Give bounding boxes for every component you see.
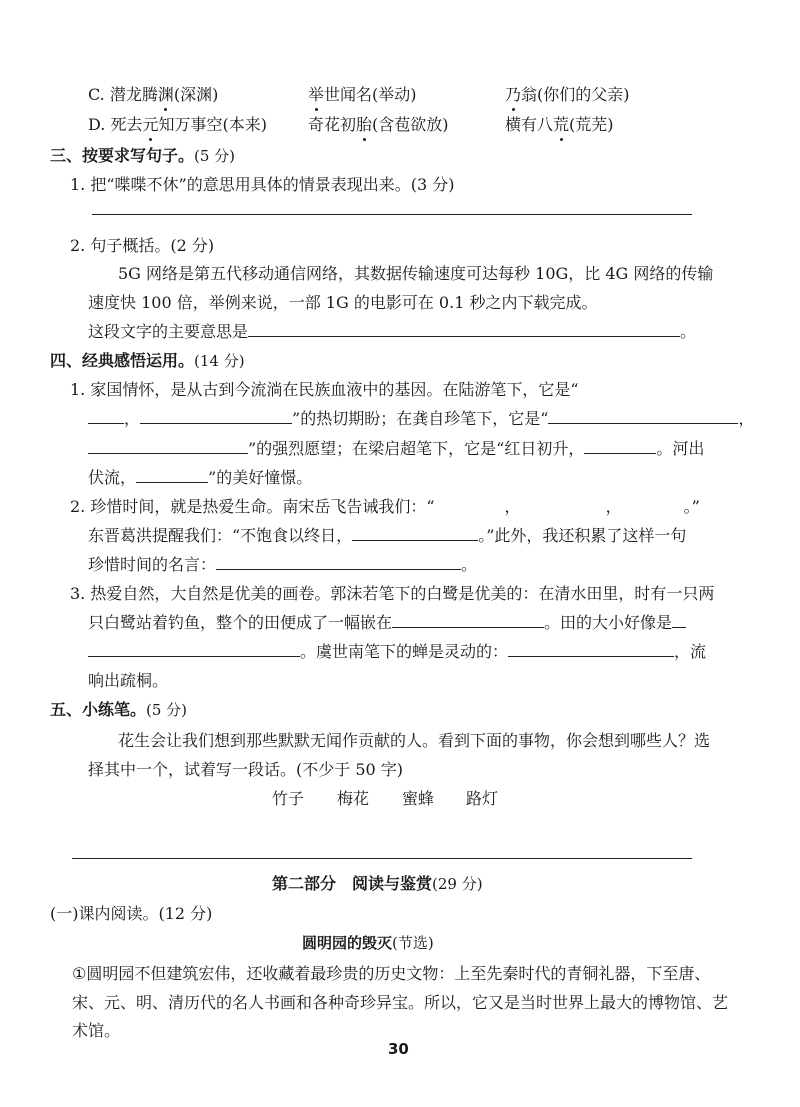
passage-line: 5G 网络是第五代移动通信网络，其数据传输速度可达每秒 10G，比 4G 网络的传输 — [118, 264, 714, 283]
text: 。”此外，我还积累了这样一句 — [478, 526, 687, 545]
passage-line: 速度快 100 倍，举例来说，一部 1G 的电影可在 0.1 秒之内下载完成。 — [88, 293, 598, 312]
question-4-3-line-4: 响出疏桐。 — [88, 671, 169, 690]
part-title: 第二部分 阅读与鉴赏 — [272, 874, 433, 893]
option-c-b-text: 世闻名(举动) — [324, 85, 417, 104]
option-c-a-dotted: 渊 — [158, 82, 174, 105]
choice-item: 蜜蜂 — [402, 789, 435, 808]
option-letter: C. — [88, 85, 110, 104]
text: ，流 — [674, 642, 707, 661]
option-d-b — [308, 112, 449, 135]
question-4-1-line-3 — [88, 436, 704, 459]
punct: 。” — [683, 497, 700, 516]
section-4-heading — [50, 348, 245, 371]
question-3-2: 2. 句子概括。(2 分) — [70, 236, 215, 255]
option-d-b-post: (含苞欲放) — [372, 115, 449, 134]
section-title: 五、小练笔。 — [50, 700, 147, 719]
punct: ， — [605, 497, 622, 516]
blank[interactable] — [548, 409, 738, 424]
choice-item: 竹子 — [272, 789, 305, 808]
option-d-row — [88, 112, 267, 135]
answer-end: 。 — [680, 322, 697, 341]
blank[interactable] — [672, 613, 686, 628]
section-score: (5 分) — [146, 701, 188, 719]
section-3-heading — [50, 143, 235, 166]
choice-item: 路灯 — [466, 789, 499, 808]
page-number: 30 — [388, 1040, 409, 1058]
blank[interactable] — [508, 642, 674, 657]
option-d-c-dotted: 荒 — [553, 112, 569, 135]
text: ”的美好憧憬。 — [208, 468, 313, 487]
punct: 。 — [461, 555, 478, 574]
option-c-c — [505, 82, 630, 105]
blank[interactable] — [88, 409, 124, 424]
text: 东晋葛洪提醒我们：“不饱食以终日， — [88, 526, 353, 545]
option-d-a-dotted: 元 — [142, 112, 158, 135]
text: ”的强烈愿望；在梁启超笔下，它是“红日初升， — [248, 439, 585, 458]
prompt-line: 择其中一个，试着写一段话。(不少于 50 字) — [88, 760, 404, 779]
article-title-row — [302, 932, 434, 953]
blank[interactable] — [136, 468, 208, 483]
option-c-b — [308, 82, 417, 105]
punct: ， — [124, 409, 141, 428]
subsection-heading: (一)课内阅读。(12 分) — [50, 904, 213, 923]
question-4-2-line-1 — [70, 494, 700, 517]
question-4-3-line-1: 3. 热爱自然，大自然是优美的画卷。郭沫若笔下的白鹭是优美的：在清水田里，时有一只两 — [70, 584, 715, 603]
blank[interactable] — [392, 613, 544, 628]
text: ”的热切期盼；在龚自珍笔下，它是“ — [292, 409, 549, 428]
blank[interactable] — [140, 409, 292, 424]
option-d-b-pre: 奇花初 — [308, 115, 357, 134]
option-d-b-dotted: 胎 — [356, 112, 372, 135]
article-paragraph-line: 宋、元、明、清历代的名人书画和各种奇珍异宝。所以，它又是当时世界上最大的博物馆、艺 — [72, 993, 729, 1012]
section-5-heading — [50, 697, 187, 720]
divider — [72, 858, 692, 859]
question-4-1-line-1: 1. 家国情怀，是从古到今流淌在民族血液中的基因。在陆游笔下，它是“ — [70, 380, 579, 399]
option-c-a-text: 潜龙腾 — [109, 85, 158, 104]
question-4-3-line-2 — [88, 610, 686, 633]
punct: ， — [738, 409, 755, 428]
option-d-c — [505, 112, 614, 135]
text: 珍惜时间的名言： — [88, 555, 217, 574]
blank[interactable] — [584, 439, 656, 454]
option-c-c-dotted: 乃 — [505, 82, 521, 105]
text: 。河出 — [656, 439, 705, 458]
text: 2. 珍惜时间，就是热爱生命。南宋岳飞告诫我们：“ — [70, 497, 435, 516]
option-d-c-post: (荒芜) — [569, 115, 614, 134]
question-3-1: 1. 把“喋喋不休”的意思用具体的情景表现出来。(3 分) — [70, 175, 455, 194]
answer-line[interactable] — [92, 214, 692, 215]
question-4-2-line-2 — [88, 523, 686, 546]
text: 。虞世南笔下的蝉是灵动的： — [300, 642, 509, 661]
text: 只白鹭站着钓鱼，整个的田便成了一幅嵌在 — [88, 613, 393, 632]
summary-answer-row — [88, 319, 696, 342]
option-c-b-dotted: 举 — [308, 82, 324, 105]
text: 。田的大小好像是 — [544, 613, 673, 632]
option-d-a-pre: 死去 — [110, 115, 143, 134]
section-title: 三、按要求写句子。 — [50, 146, 195, 165]
option-d-a-post: 知万事空(本来) — [158, 115, 267, 134]
blank[interactable] — [352, 526, 478, 541]
article-paragraph-line: ①圆明园不但建筑宏伟，还收藏着最珍贵的历史文物：上至先秦时代的青铜礼器，下至唐、 — [72, 964, 711, 983]
question-4-2-line-3 — [88, 552, 477, 575]
section-score: (14 分) — [194, 352, 245, 370]
prompt-line: 花生会让我们想到那些默默无闻作贡献的人。看到下面的事物，你会想到哪些人？选 — [118, 731, 711, 750]
blank[interactable] — [216, 555, 461, 570]
summary-answer-blank[interactable] — [248, 322, 680, 337]
punct: ， — [504, 497, 521, 516]
blank[interactable] — [88, 642, 300, 657]
option-c-c-text: 翁(你们的父亲) — [521, 85, 630, 104]
part-2-heading — [272, 871, 483, 894]
question-4-3-line-3 — [88, 639, 706, 662]
option-c-a-note: (深渊) — [173, 85, 219, 104]
question-4-1-line-4 — [88, 465, 312, 488]
article-note: (节选) — [392, 934, 434, 952]
choice-item: 梅花 — [337, 789, 370, 808]
blank[interactable] — [88, 439, 248, 454]
option-d-c-pre: 横有八 — [505, 115, 554, 134]
article-title: 圆明园的毁灭 — [302, 934, 393, 952]
article-paragraph-line: 术馆。 — [72, 1021, 121, 1040]
section-title: 四、经典感悟运用。 — [50, 351, 195, 370]
part-score: (29 分) — [432, 875, 483, 893]
question-4-1-line-2 — [88, 406, 754, 429]
text: 伏流， — [88, 468, 137, 487]
option-letter: D. — [88, 115, 111, 134]
section-score: (5 分) — [194, 147, 236, 165]
option-c-row — [88, 82, 218, 105]
answer-label: 这段文字的主要意思是 — [88, 322, 249, 341]
